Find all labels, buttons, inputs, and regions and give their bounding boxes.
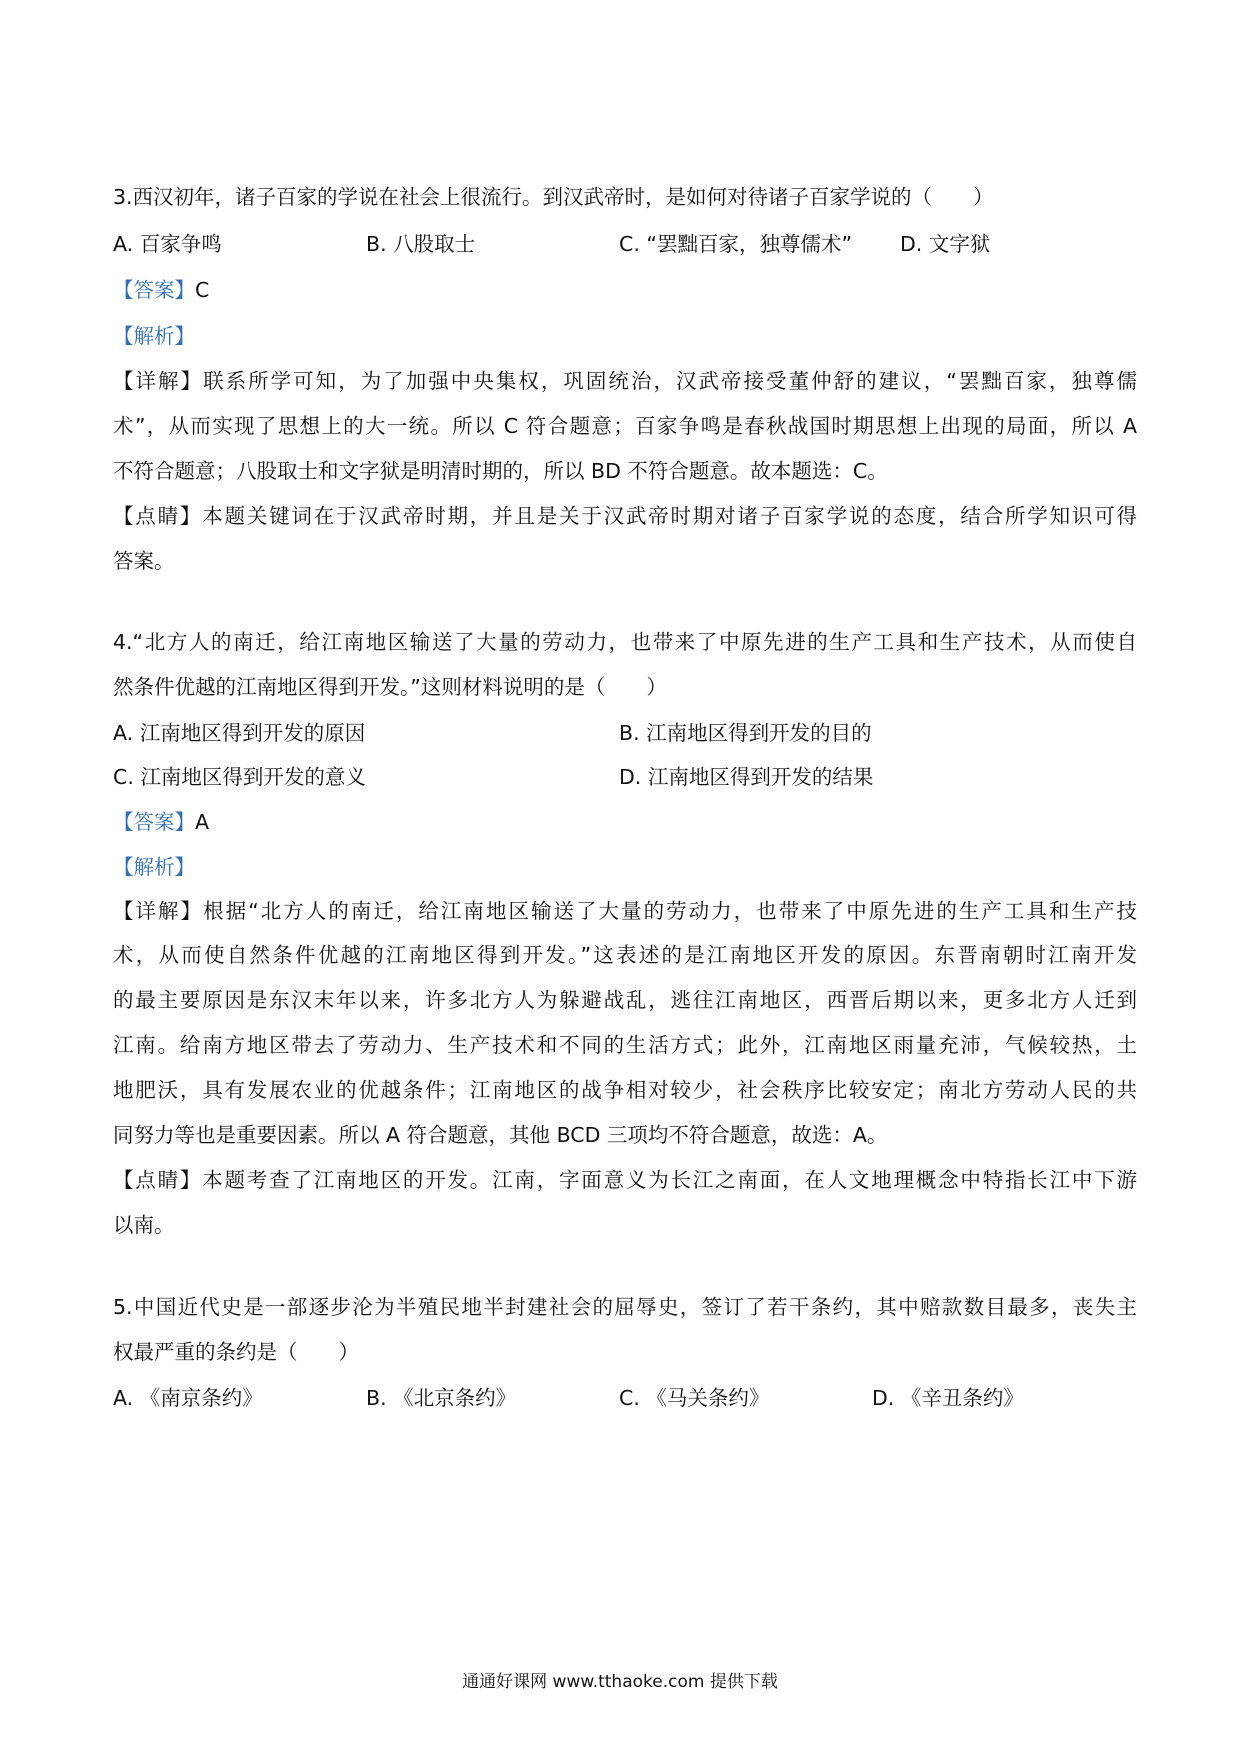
q4-option-d: D. 江南地区得到开发的结果 — [619, 765, 874, 789]
q3-detail-line: 不符合题意；八股取士和文字狱是明清时期的，所以 BD 不符合题意。故本题选：C。 — [113, 459, 888, 483]
q4-comment-line: 【点睛】本题考查了江南地区的开发。江南，字面意义为长江之南面，在人文地理概念中特指长江中下游 — [113, 1168, 1137, 1192]
q3-detail-line: 术”，从而实现了思想上的大一统。所以 C 符合题意；百家争鸣是春秋战国时期思想上出现的局面，所以 A — [113, 414, 1137, 438]
q5-question-line: 5.中国近代史是一部逐步沦为半殖民地半封建社会的屈辱史，签订了若干条约，其中赔款数目最多，丧失主 — [113, 1295, 1137, 1319]
q5-option-d: D. 《辛丑条约》 — [872, 1386, 1024, 1410]
q4-answer — [113, 808, 1137, 836]
q5-option-c: C. 《马关条约》 — [619, 1386, 770, 1410]
q3-comment-line: 【点睛】本题关键词在于汉武帝时期，并且是关于汉武帝时期对诸子百家学说的态度，结合所学知识可得 — [113, 504, 1137, 528]
q4-detail-line: 【详解】根据“北方人的南迁，给江南地区输送了大量的劳动力，也带来了中原先进的生产工具和生产技 — [113, 899, 1137, 923]
q3-option-b: B. 八股取士 — [366, 232, 476, 256]
q3-comment-line: 答案。 — [113, 549, 175, 573]
q4-option-c: C. 江南地区得到开发的意义 — [113, 765, 366, 789]
answer-value: A — [195, 810, 210, 834]
q4-detail-line: 的最主要原因是东汉末年以来，许多北方人为躲避战乱，逃往江南地区，西晋后期以来，更多北方人迁到 — [113, 988, 1137, 1012]
q3-option-c: C. “罢黜百家，独尊儒术” — [619, 232, 853, 256]
q4-question-line: 然条件优越的江南地区得到开发。”这则材料说明的是（ ） — [113, 675, 667, 699]
q4-analysis-tag: 【解析】 — [113, 855, 195, 879]
q4-detail-line: 江南。给南方地区带去了劳动力、生产技术和不同的生活方式；此外，江南地区雨量充沛，气候较热，土 — [113, 1033, 1137, 1057]
q3-detail-line: 【详解】联系所学可知，为了加强中央集权，巩固统治，汉武帝接受董仲舒的建议，“罢黜百家，独尊儒 — [113, 369, 1137, 393]
q3-question: 3.西汉初年，诸子百家的学说在社会上很流行。到汉武帝时，是如何对待诸子百家学说的（ ） — [113, 185, 994, 209]
q5-question-line: 权最严重的条约是（ ） — [113, 1340, 359, 1364]
q4-option-a: A. 江南地区得到开发的原因 — [113, 721, 366, 745]
answer-value: C — [195, 278, 210, 302]
q4-detail-line: 地肥沃，具有发展农业的优越条件；江南地区的战争相对较少，社会秩序比较安定；南北方劳动人民的共 — [113, 1078, 1137, 1102]
q4-question-line: 4.“北方人的南迁，给江南地区输送了大量的劳动力，也带来了中原先进的生产工具和生产技术，从而使自 — [113, 630, 1137, 654]
answer-tag: 【答案】 — [113, 278, 195, 302]
q3-option-a: A. 百家争鸣 — [113, 232, 222, 256]
q3-answer — [113, 276, 1137, 304]
q4-comment-line: 以南。 — [113, 1213, 175, 1237]
page-footer: 通通好课网 www.tthaoke.com 提供下载 — [462, 1672, 778, 1692]
q5-option-b: B. 《北京条约》 — [366, 1386, 517, 1410]
q3-analysis-tag: 【解析】 — [113, 324, 195, 348]
q4-detail-line: 同努力等也是重要因素。所以 A 符合题意，其他 BCD 三项均不符合题意，故选：A。 — [113, 1123, 888, 1147]
q4-detail-line: 术，从而使自然条件优越的江南地区得到开发。”这表述的是江南地区开发的原因。东晋南朝时江南开发 — [113, 943, 1137, 967]
answer-tag: 【答案】 — [113, 810, 195, 834]
q5-option-a: A. 《南京条约》 — [113, 1386, 263, 1410]
q3-option-d: D. 文字狱 — [900, 232, 991, 256]
q4-option-b: B. 江南地区得到开发的目的 — [619, 721, 872, 745]
